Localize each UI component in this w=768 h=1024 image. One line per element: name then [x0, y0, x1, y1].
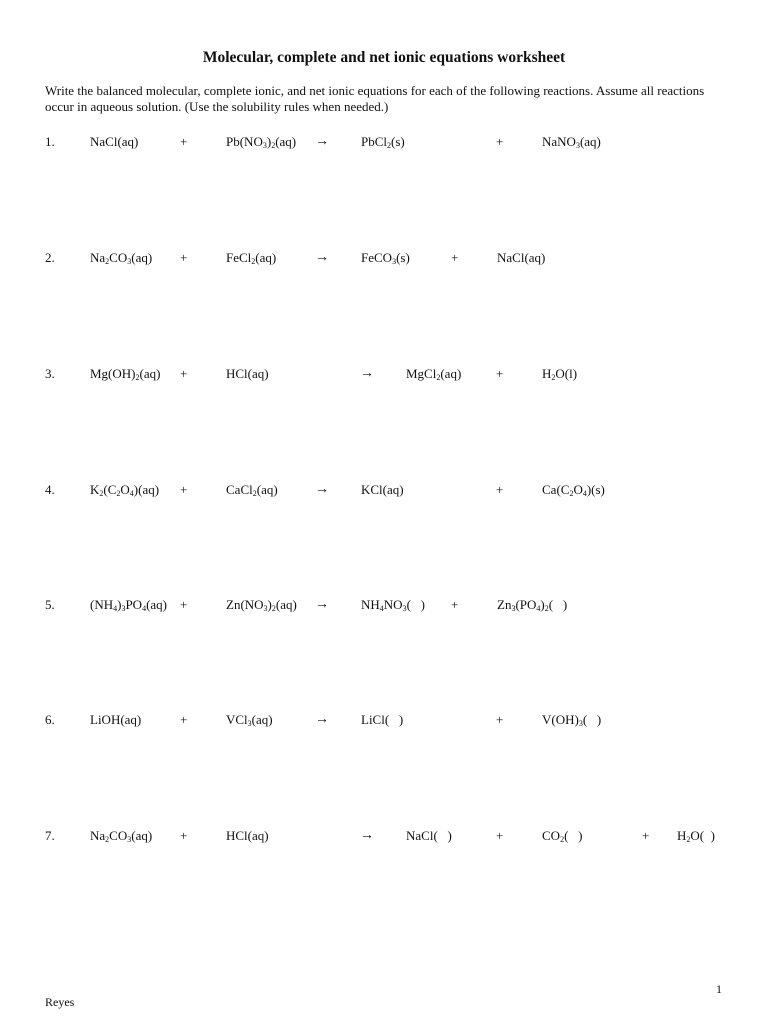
product-1: $NH_4NO_3$( ): [361, 597, 425, 613]
plus-sign: +: [180, 597, 188, 612]
plus-sign: +: [180, 366, 188, 381]
product-3: $H_2O$( ): [677, 828, 715, 844]
product-2: $CO_2$( ): [542, 828, 583, 844]
reaction-arrow: →: [315, 250, 329, 265]
reaction-number: 1.: [45, 134, 55, 149]
reactant-2: $Pb(NO_3)_2(aq)$: [226, 134, 297, 150]
plus-sign: +: [496, 366, 504, 381]
instructions-paragraph: Write the balanced molecular, complete ionic, and net ionic equations for each of the following reactions. Assume all reactions occur in aqueous solution. (Use the solubility rules when needed.): [45, 83, 705, 114]
reaction-row-3: [0, 366, 768, 386]
reactant-1: $K_2(C_2O_4)(aq)$: [90, 482, 160, 498]
reaction-arrow: →: [315, 134, 329, 149]
reaction-number: 2.: [45, 250, 55, 265]
reaction-row-2: [0, 250, 768, 270]
reactant-1: $Na_2CO_3(aq)$: [90, 250, 153, 266]
plus-sign: +: [451, 250, 459, 265]
plus-sign: +: [180, 712, 188, 727]
reaction-number: 6.: [45, 712, 55, 727]
reaction-arrow: →: [360, 366, 374, 381]
product-2: NaCl(aq): [497, 250, 546, 265]
reactant-1: $Mg(OH)_2(aq)$: [90, 366, 161, 382]
product-2: $V(OH)_3$( ): [542, 712, 602, 728]
plus-sign: +: [496, 134, 504, 149]
plus-sign: +: [496, 712, 504, 727]
reactant-2: VCl$_3$(aq): [226, 712, 273, 728]
plus-sign: +: [642, 828, 650, 843]
reaction-row-7: [0, 828, 768, 848]
reactant-1: $(NH_4)_3PO_4(aq)$: [90, 597, 168, 613]
reactant-1: NaCl(aq): [90, 134, 139, 149]
reactant-2: HCl(aq): [226, 828, 269, 843]
reactant-2: CaCl$_2$(aq): [226, 482, 278, 498]
product-1: KCl(aq): [361, 482, 404, 497]
worksheet-title: Molecular, complete and net ionic equations worksheet: [202, 49, 566, 66]
reaction-row-5: [0, 597, 768, 617]
plus-sign: +: [180, 250, 188, 265]
product-1: MgCl$_2$(aq): [406, 366, 462, 382]
product-2: $H_2O(l)$: [542, 366, 578, 382]
reaction-row-6: [0, 712, 768, 732]
author-name: Reyes: [45, 995, 75, 1009]
reaction-number: 7.: [45, 828, 55, 843]
reactant-2: $Zn(NO_3)_2(aq)$: [226, 597, 297, 613]
product-1: LiCl( ): [361, 712, 404, 727]
reactant-2: FeCl$_2$(aq): [226, 250, 277, 266]
reactant-1: LiOH(aq): [90, 712, 142, 727]
plus-sign: +: [496, 828, 504, 843]
product-2: $Ca(C_2O_4)(s)$: [542, 482, 605, 498]
reaction-number: 5.: [45, 597, 55, 612]
reaction-arrow: →: [315, 597, 329, 612]
plus-sign: +: [451, 597, 459, 612]
reaction-arrow: →: [360, 828, 374, 843]
product-2: NaNO$_3$(aq): [542, 134, 601, 150]
product-1: FeCO$_3$(s): [361, 250, 410, 266]
product-1: PbCl$_2$(s): [361, 134, 405, 150]
reaction-arrow: →: [315, 482, 329, 497]
reactant-1: $Na_2CO_3(aq)$: [90, 828, 153, 844]
reaction-arrow: →: [315, 712, 329, 727]
plus-sign: +: [180, 134, 188, 149]
product-2: $Zn_3(PO_4)_2$( ): [497, 597, 568, 613]
plus-sign: +: [180, 828, 188, 843]
plus-sign: +: [180, 482, 188, 497]
product-1: NaCl( ): [406, 828, 452, 843]
reaction-number: 3.: [45, 366, 55, 381]
reaction-row-4: [0, 482, 768, 502]
reaction-row-1: [0, 134, 768, 154]
reaction-number: 4.: [45, 482, 55, 497]
plus-sign: +: [496, 482, 504, 497]
reactant-2: HCl(aq): [226, 366, 269, 381]
page-number: 1: [716, 982, 722, 996]
